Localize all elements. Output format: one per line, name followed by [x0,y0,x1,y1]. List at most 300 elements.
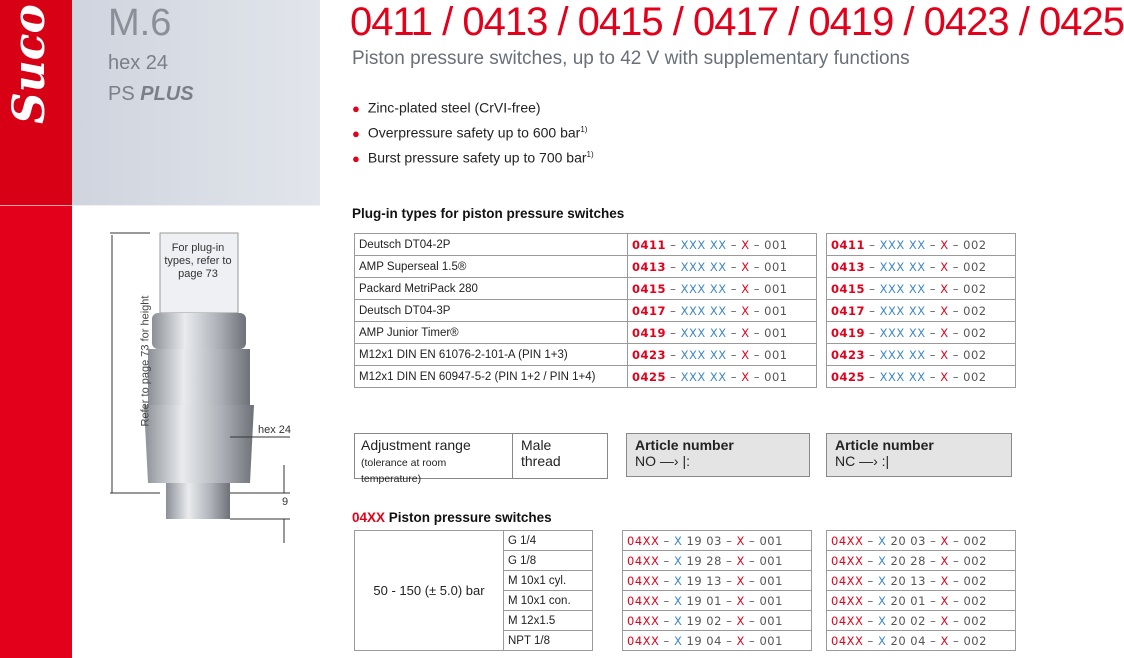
dash-separator: – [744,573,760,588]
series-prefix: 04XX [627,613,660,628]
thread-type: NPT 1/8 [504,631,593,651]
plug-note: For plug-in types, refer to page 73 [164,242,232,280]
article-no-title: Article number [635,437,734,453]
dash-separator: – [948,573,964,588]
plugin-row [355,344,817,366]
placeholder-code: XXX XX [879,347,926,362]
piston-article-nc [827,571,1016,591]
series-prefix: 04XX [831,633,864,648]
feature-item: ● Burst pressure safety up to 700 bar$^{1)}$ [352,149,594,166]
ps-plus: PLUS [140,83,194,105]
variant-x: X [940,259,949,274]
dash-separator: – [948,303,964,318]
placeholder-code: XXX XX [680,369,727,384]
piston-nc-row [827,611,1016,631]
thread-label: thread [521,453,561,469]
dash-separator: – [925,613,941,628]
dash-separator: – [948,281,964,296]
piston-article-nc [827,591,1016,611]
piston-no-row [623,631,812,651]
dash-separator: – [721,533,737,548]
piston-article-nc [827,611,1016,631]
contact-no-code: 001 [759,633,783,648]
plugin-row [355,234,817,256]
male-label: Male [521,437,552,453]
plugin-section-title: Plug-in types for piston pressure switches [352,206,625,221]
variant-x: X [940,237,949,252]
variant-x: X [741,369,750,384]
series-code: 0413 [831,259,866,274]
piston-nc-row [827,631,1016,651]
contact-no-code: 001 [764,237,788,252]
contact-nc-code: 002 [963,347,987,362]
contact-no-code: 001 [764,369,788,384]
article-nc-code [827,322,1016,344]
dash-separator: – [925,593,941,608]
piston-no-row [623,551,812,571]
feature-item: ● Zinc-plated steel (CrVI-free) [352,99,541,116]
series-prefix: 04XX [831,613,864,628]
ps-plus-label [108,83,194,106]
piston-range-table [354,530,593,651]
setting-code: 19 01 [686,593,722,608]
dash-separator: – [726,237,742,252]
piston-article-no [623,551,812,571]
connector-name: AMP Superseal 1.5® [355,256,628,278]
dash-separator: – [666,281,681,296]
variant-x: X [940,613,949,628]
variant-x: X [940,303,949,318]
thread-type: G 1/4 [504,531,593,551]
variant-x: X [741,281,750,296]
dash-separator: – [865,347,880,362]
connector-name: AMP Junior Timer® [355,322,628,344]
piston-article-nc [827,631,1016,651]
variant-x: X [736,593,745,608]
series-code: 0417 [831,303,866,318]
series-prefix: 04XX [627,553,660,568]
setting-code: 20 28 [890,553,926,568]
article-no-code [628,366,817,388]
dash-separator: – [721,553,737,568]
feature-item: ● Overpressure safety up to 600 bar$^{1)}$ [352,124,588,141]
dash-separator: – [863,573,878,588]
setting-code: 19 04 [686,633,722,648]
hex-dim-label: hex 24 [258,424,292,436]
series-code: 0415 [632,281,667,296]
plugin-nc-row [827,234,1016,256]
piston-article-no [623,531,812,551]
adjustment-header-cell [355,434,513,485]
series-prefix: 04XX [627,593,660,608]
dash-separator: – [925,281,941,296]
article-no-code [628,256,817,278]
thread-type: M 12x1.5 [504,611,593,631]
piston-nc-row [827,531,1016,551]
placeholder-code: XXX XX [879,303,926,318]
variant-x: X [877,593,887,608]
article-nc-header [826,433,1012,477]
series-code: 0423 [831,347,866,362]
article-no-sub: NO —› |: [635,453,690,469]
dash-separator: – [865,369,880,384]
contact-no-code: 001 [759,553,783,568]
article-no-code [628,322,817,344]
dash-separator: – [659,573,674,588]
placeholder-code: XXX XX [879,325,926,340]
piston-nc-table [826,530,1016,651]
dash-separator: – [744,593,760,608]
dash-separator: – [948,593,964,608]
dash-separator: – [865,237,880,252]
variant-x: X [736,533,745,548]
dash-separator: – [948,325,964,340]
dash-separator: – [863,633,878,648]
variant-x: X [940,281,949,296]
piston-article-no [623,571,812,591]
series-code: 0417 [632,303,667,318]
variant-x: X [940,633,949,648]
dash-separator: – [666,259,681,274]
series-prefix: 04XX [831,553,864,568]
variant-x: X [673,593,683,608]
setting-code: 19 28 [686,553,722,568]
pressure-range: 50 - 150 (± 5.0) bar [355,531,504,651]
series-code: 0415 [831,281,866,296]
piston-article-no [623,591,812,611]
product-codes-title: 0411 / 0413 / 0415 / 0417 / 0419 / 0423 / 0425 [350,0,1124,44]
variant-x: X [741,347,750,362]
dash-separator: – [925,573,941,588]
dash-separator: – [948,613,964,628]
dash-separator: – [749,325,765,340]
piston-no-row [623,591,812,611]
suco-logo [4,6,66,126]
variant-x: X [940,533,949,548]
dash-separator: – [865,325,880,340]
switch-body [148,349,250,405]
variant-x: X [940,573,949,588]
piston-no-row [623,571,812,591]
product-subtitle: Piston pressure switches, up to 42 V with supplementary functions [352,48,910,69]
dash-separator: – [721,593,737,608]
variant-x: X [673,633,683,648]
variant-x: X [741,303,750,318]
dash-separator: – [865,281,880,296]
plugin-row [355,300,817,322]
article-nc-code [827,278,1016,300]
article-no-header [626,433,810,477]
placeholder-code: XXX XX [879,369,926,384]
dash-separator: – [948,237,964,252]
dash-separator: – [744,633,760,648]
contact-nc-code: 002 [963,573,987,588]
variant-x: X [736,573,745,588]
dash-separator: – [749,259,765,274]
variant-x: X [877,613,887,628]
series-prefix: 04XX [831,593,864,608]
dash-separator: – [726,325,742,340]
feature-list [352,92,594,167]
variant-x: X [940,553,949,568]
dash-separator: – [925,325,941,340]
contact-nc-code: 002 [963,369,987,384]
plugin-nc-row [827,322,1016,344]
article-nc-code [827,344,1016,366]
plugin-table [354,233,817,388]
plugin-nc-row [827,256,1016,278]
setting-code: 19 13 [686,573,722,588]
series-code: 0413 [632,259,667,274]
adjustment-title: Adjustment range [361,437,471,453]
variant-x: X [940,369,949,384]
ps-prefix: PS [108,83,135,105]
dash-separator: – [925,533,941,548]
contact-no-code: 001 [764,281,788,296]
piston-article-nc [827,551,1016,571]
dash-separator: – [721,633,737,648]
dash-separator: – [744,533,760,548]
connector-name: Deutsch DT04-3P [355,300,628,322]
model-label: M.6 [108,2,172,44]
hex-label: hex 24 [108,52,169,74]
dash-separator: – [749,369,765,384]
article-nc-sub: NC —› :| [835,453,890,469]
dash-separator: – [659,533,674,548]
article-no-code [628,300,817,322]
setting-code: 20 13 [890,573,926,588]
contact-nc-code: 002 [963,593,987,608]
adjustment-header [354,433,608,485]
dash-separator: – [749,347,765,362]
contact-no-code: 001 [764,325,788,340]
dash-separator: – [925,553,941,568]
dash-separator: – [666,369,681,384]
series-prefix: 04XX [627,533,660,548]
dash-separator: – [925,303,941,318]
switch-top [152,313,246,349]
variant-x: X [673,533,683,548]
hex-nut [144,405,254,483]
connector-name: M12x1 DIN EN 60947-5-2 (PIN 1+2 / PIN 1+4) [355,366,628,388]
connector-name: Deutsch DT04-2P [355,234,628,256]
setting-code: 20 01 [890,593,926,608]
dash-separator: – [948,347,964,362]
thread-part [166,483,230,519]
piston-no-row [623,611,812,631]
contact-no-code: 001 [759,533,783,548]
series-code: 0419 [831,325,866,340]
variant-x: X [877,553,887,568]
series-prefix: 04XX [831,533,864,548]
variant-x: X [673,553,683,568]
series-code: 0425 [632,369,667,384]
contact-nc-code: 002 [963,281,987,296]
piston-nc-row [827,551,1016,571]
dash-separator: – [666,325,681,340]
setting-code: 20 03 [890,533,926,548]
variant-x: X [673,573,683,588]
piston-title-prefix: 04XX [352,510,386,525]
dash-separator: – [744,553,760,568]
dash-separator: – [925,347,941,362]
variant-x: X [741,237,750,252]
dash-separator: – [721,613,737,628]
piston-section-title [352,510,552,525]
dim-9-label: 9 [282,496,289,508]
dash-separator: – [726,281,742,296]
variant-x: X [741,325,750,340]
contact-nc-code: 002 [963,325,987,340]
article-no-code [628,344,817,366]
dash-separator: – [666,347,681,362]
contact-no-code: 001 [764,303,788,318]
contact-no-code: 001 [764,259,788,274]
placeholder-code: XXX XX [879,237,926,252]
dash-separator: – [749,237,765,252]
piston-nc-row [827,591,1016,611]
plugin-row [355,366,817,388]
piston-no-row [623,531,812,551]
dash-separator: – [863,553,878,568]
bullet-icon: ● [352,100,360,116]
contact-nc-code: 002 [963,633,987,648]
dash-separator: – [726,369,742,384]
variant-x: X [877,633,887,648]
sidebar-divider [0,205,72,206]
article-nc-title: Article number [835,437,934,453]
svg-text:Suco: Suco [4,4,55,124]
dash-separator: – [749,281,765,296]
placeholder-code: XXX XX [680,303,727,318]
bullet-icon: ● [352,150,360,166]
placeholder-code: XXX XX [680,347,727,362]
article-nc-code [827,256,1016,278]
contact-nc-code: 002 [963,237,987,252]
article-no-code [628,234,817,256]
variant-x: X [940,325,949,340]
dash-separator: – [948,553,964,568]
setting-code: 19 02 [686,613,722,628]
dash-separator: – [744,613,760,628]
contact-nc-code: 002 [963,533,987,548]
contact-no-code: 001 [759,593,783,608]
dash-separator: – [865,259,880,274]
article-nc-code [827,366,1016,388]
connector-name: M12x1 DIN EN 61076-2-101-A (PIN 1+3) [355,344,628,366]
dash-separator: – [863,533,878,548]
variant-x: X [741,259,750,274]
piston-article-no [623,611,812,631]
dash-separator: – [863,593,878,608]
dash-separator: – [726,347,742,362]
dash-separator: – [659,593,674,608]
placeholder-code: XXX XX [680,259,727,274]
plugin-row [355,256,817,278]
series-code: 0423 [632,347,667,362]
brand-sidebar [0,0,72,658]
series-code: 0425 [831,369,866,384]
plugin-nc-row [827,300,1016,322]
series-prefix: 04XX [831,573,864,588]
series-prefix: 04XX [627,633,660,648]
variant-x: X [673,613,683,628]
dash-separator: – [726,303,742,318]
placeholder-code: XXX XX [680,237,727,252]
dash-separator: – [925,633,941,648]
variant-x: X [940,593,949,608]
dash-separator: – [948,633,964,648]
placeholder-code: XXX XX [879,281,926,296]
piston-article-nc [827,531,1016,551]
variant-x: X [736,633,745,648]
contact-nc-code: 002 [963,553,987,568]
thread-type: M 10x1 cyl. [504,571,593,591]
series-prefix: 04XX [627,573,660,588]
piston-article-no [623,631,812,651]
plugin-nc-row [827,278,1016,300]
contact-no-code: 001 [759,573,783,588]
variant-x: X [877,573,887,588]
setting-code: 20 04 [890,633,926,648]
dash-separator: – [659,613,674,628]
dash-separator: – [925,369,941,384]
plugin-nc-row [827,366,1016,388]
article-no-code [628,278,817,300]
thread-type: M 10x1 con. [504,591,593,611]
setting-code: 20 02 [890,613,926,628]
contact-nc-code: 002 [963,303,987,318]
contact-no-code: 001 [764,347,788,362]
dash-separator: – [948,533,964,548]
article-nc-code [827,234,1016,256]
dash-separator: – [666,237,681,252]
plugin-nc-table [826,233,1016,388]
setting-code: 19 03 [686,533,722,548]
height-note: Refer to page 73 for height [139,295,152,427]
dash-separator: – [721,573,737,588]
placeholder-code: XXX XX [680,281,727,296]
dash-separator: – [863,613,878,628]
variant-x: X [736,553,745,568]
dash-separator: – [666,303,681,318]
dash-separator: – [749,303,765,318]
dash-separator: – [948,259,964,274]
bullet-icon: ● [352,125,360,141]
plugin-row [355,322,817,344]
contact-nc-code: 002 [963,259,987,274]
variant-x: X [877,533,887,548]
series-code: 0411 [632,237,667,252]
variant-x: X [736,613,745,628]
dash-separator: – [659,633,674,648]
dash-separator: – [925,259,941,274]
dash-separator: – [726,259,742,274]
piston-nc-row [827,571,1016,591]
placeholder-code: XXX XX [879,259,926,274]
placeholder-code: XXX XX [680,325,727,340]
series-code: 0419 [632,325,667,340]
dash-separator: – [659,553,674,568]
series-code: 0411 [831,237,866,252]
piston-title-text: Piston pressure switches [388,510,552,525]
piston-row [355,531,593,551]
thread-header-cell [515,434,607,478]
article-nc-code [827,300,1016,322]
contact-nc-code: 002 [963,613,987,628]
plugin-nc-row [827,344,1016,366]
plugin-row [355,278,817,300]
